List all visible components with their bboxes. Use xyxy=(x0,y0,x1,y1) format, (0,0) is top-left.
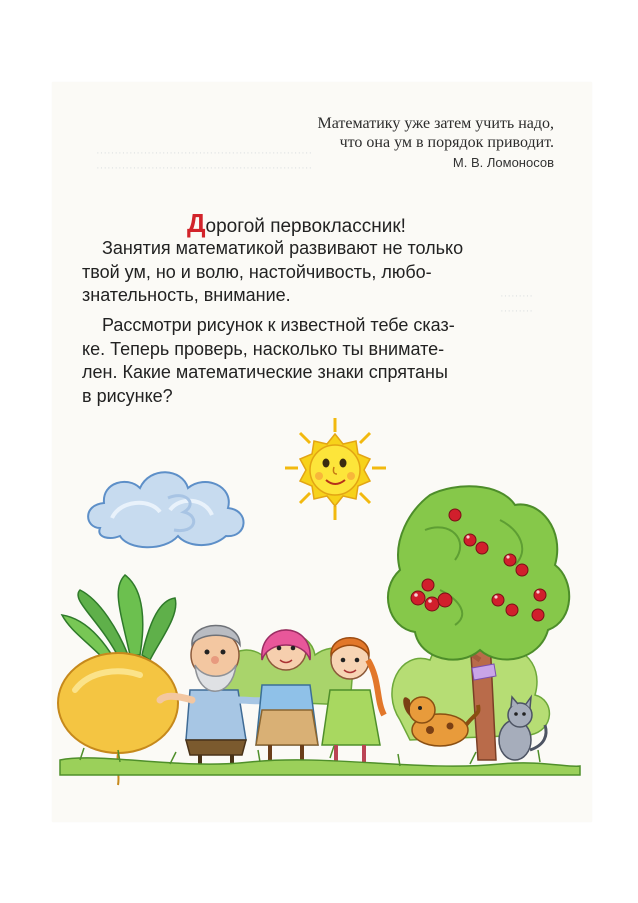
grandpa-image xyxy=(160,625,266,772)
bleed-through-text: ··························································· xyxy=(96,147,313,159)
bleed-through-text: ··························································· xyxy=(96,162,313,174)
greeting-text: орогой первоклассник! xyxy=(205,216,406,237)
paragraph-line: ке. Теперь проверь, насколько ты внимате- xyxy=(82,338,445,359)
girl-image xyxy=(322,638,384,765)
paragraph-line: знательность, внимание. xyxy=(82,285,291,305)
bleed-through-text: ········· xyxy=(500,305,533,317)
greeting-drop-letter: Д xyxy=(187,208,206,238)
paragraph-line: Занятия математикой развивают не только xyxy=(102,238,464,258)
epigraph-line-1: Математику уже затем учить надо, xyxy=(317,115,554,132)
paragraph-line: лен. Какие математические знаки спрятаны xyxy=(82,362,448,382)
grandma-image xyxy=(256,630,318,765)
cloud-image xyxy=(88,472,243,547)
paragraph-line: твой ум, но и волю, настойчивость, любо- xyxy=(82,261,432,282)
paragraph-line: Рассмотри рисунок к известной тебе сказ- xyxy=(102,315,455,335)
epigraph-author: М. В. Ломоносов xyxy=(452,155,554,170)
paragraph-line: в рисунке? xyxy=(82,385,173,406)
epigraph-line-2: что она ум в порядок приводит. xyxy=(339,134,554,151)
bleed-through-text: ········· xyxy=(500,290,533,302)
sun-image xyxy=(285,418,386,520)
